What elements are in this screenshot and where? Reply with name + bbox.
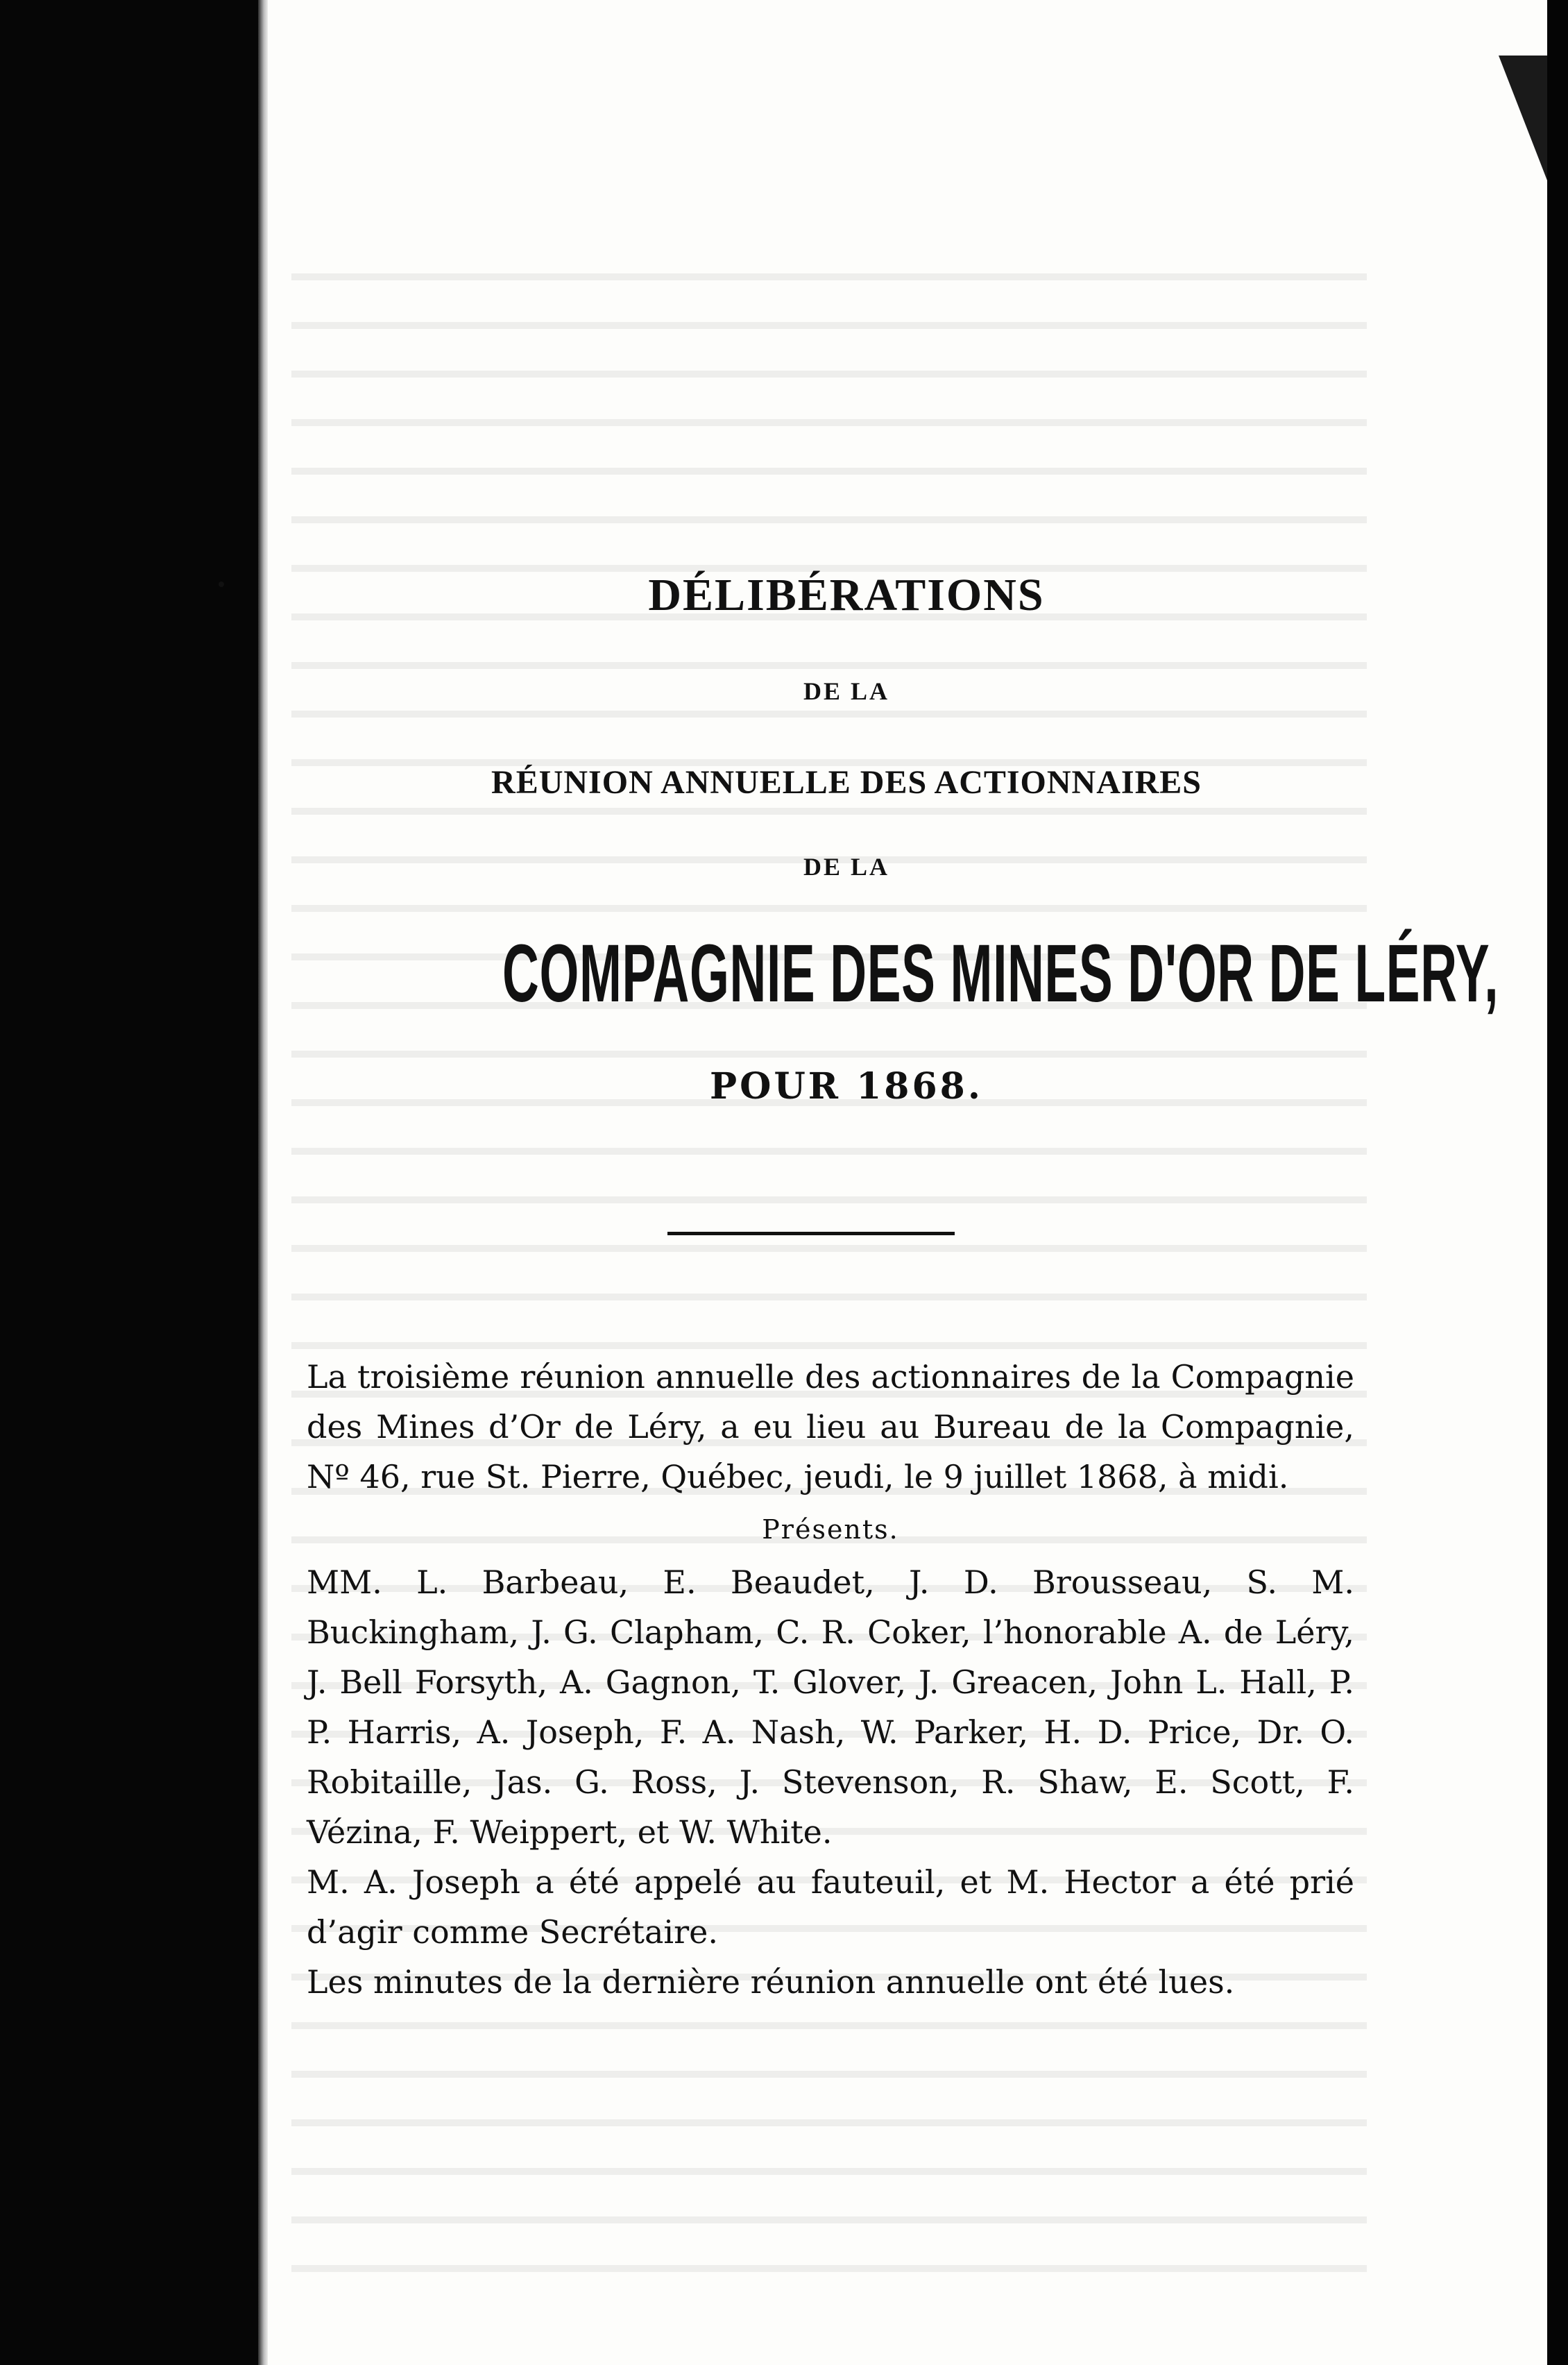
chair-paragraph: M. A. Joseph a été appelé au fauteuil, et M. Hector a été prié d’agir comme Secrétaire. <box>307 1863 1354 1951</box>
document-title: DÉLIBÉRATIONS <box>648 570 1045 620</box>
speck <box>219 582 224 587</box>
scan-left-border <box>0 0 258 2365</box>
presents-heading: Présents. <box>762 1514 899 1545</box>
divider-rule <box>667 1232 955 1235</box>
company-name: COMPAGNIE DES MINES D'OR DE LÉRY, <box>502 928 1499 1019</box>
intro-paragraph: La troisième réunion annuelle des actionnaires de la Compagnie des Mines d’Or de Léry, a eu lieu au Bureau de la Compagnie, Nº 46, rue St. Pierre, Québec, jeudi, le 9 juillet 1868, à midi. <box>307 1358 1354 1495</box>
attendees-paragraph: MM. L. Barbeau, E. Beaudet, J. D. Brousseau, S. M. Buckingham, J. G. Clapham, C. R. Coker, l’honorable A. de Léry, J. Bell Forsyth, A. Gagnon, T. Glover, J. Greacen, John L. Hall, P. P. Harris, A. Joseph, F. A. Nash, W. Parker, H. D. Price, Dr. O. Robitaille, Jas. G. Ross, J. Stevenson, R. Shaw, E. Scott, F. Vézina, F. Weippert, et W. White. <box>307 1563 1354 1851</box>
connector-text: DE LA <box>803 853 890 881</box>
minutes-paragraph: Les minutes de la dernière réunion annuelle ont été lues. <box>307 1963 1235 2001</box>
page-gutter <box>258 0 268 2365</box>
connector-text: DE LA <box>803 677 890 705</box>
report-year: POUR 1868. <box>710 1065 983 1108</box>
scan-right-border <box>1547 0 1568 2365</box>
folded-corner <box>1499 56 1547 180</box>
document-subtitle: RÉUNION ANNUELLE DES ACTIONNAIRES <box>491 764 1202 801</box>
minutes-body <box>307 1352 1354 2007</box>
